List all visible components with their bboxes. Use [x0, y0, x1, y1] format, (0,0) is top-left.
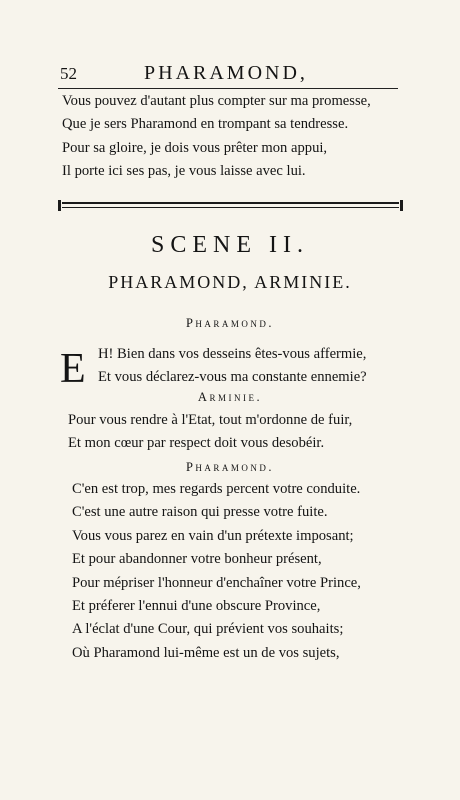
ornament-end-right — [400, 200, 403, 211]
pharamond-verse-block — [72, 478, 417, 665]
running-title: PHARAMOND, — [144, 62, 308, 84]
speaker-arminie: Arminie. — [197, 390, 263, 404]
verse-line: Il porte ici ses pas, je vous laisse avec lui. — [62, 163, 306, 180]
opening-lines — [98, 343, 418, 389]
drop-cap: E — [60, 346, 86, 392]
speaker-pharamond: Pharamond. — [185, 460, 275, 474]
verse-line: Et pour abandonner votre bonheur présent, — [72, 551, 322, 568]
verse-line: Et vous déclarez-vous ma constante ennemie? — [98, 369, 367, 385]
verse-line: H! Bien dans vos desseins êtes-vous affermie, — [98, 346, 367, 362]
verse-line: C'en est trop, mes regards percent votre conduite. — [72, 481, 361, 497]
top-verse-block — [62, 90, 407, 184]
page-number: 52 — [60, 64, 77, 83]
verse-line: Pour mépriser l'honneur d'enchaîner votre Prince, — [72, 574, 361, 591]
verse-line: C'est une autre raison qui presse votre fuite. — [72, 504, 328, 521]
verse-line: Et mon cœur par respect doit vous desobéir. — [68, 435, 325, 452]
scene-characters: PHARAMOND, ARMINIE. — [108, 272, 352, 292]
verse-line: Vous vous parez en vain d'un prétexte imposant; — [72, 527, 354, 544]
verse-line: Vous pouvez d'autant plus compter sur ma promesse, — [62, 93, 371, 109]
ornamental-rule — [58, 200, 403, 212]
ornament-line — [62, 202, 399, 204]
header-rule — [58, 88, 398, 89]
verse-line: Où Pharamond lui-même est un de vos sujets, — [72, 644, 340, 661]
speaker-pharamond: Pharamond. — [185, 316, 275, 330]
verse-line: Et préferer l'ennui d'une obscure Province, — [72, 598, 321, 615]
verse-line: Pour sa gloire, je dois vous prêter mon appui, — [62, 139, 328, 156]
ornament-end-left — [58, 200, 61, 211]
verse-line: Pour vous rendre à l'Etat, tout m'ordonne de fuir, — [68, 412, 353, 428]
scene-title: SCENE II. — [151, 232, 309, 258]
arminie-verse-block — [68, 409, 413, 456]
verse-line: Que je sers Pharamond en trompant sa tendresse. — [62, 116, 349, 133]
ornament-line — [62, 207, 399, 208]
page-header — [60, 62, 400, 86]
verse-line: A l'éclat d'une Cour, qui prévient vos souhaits; — [72, 621, 344, 638]
